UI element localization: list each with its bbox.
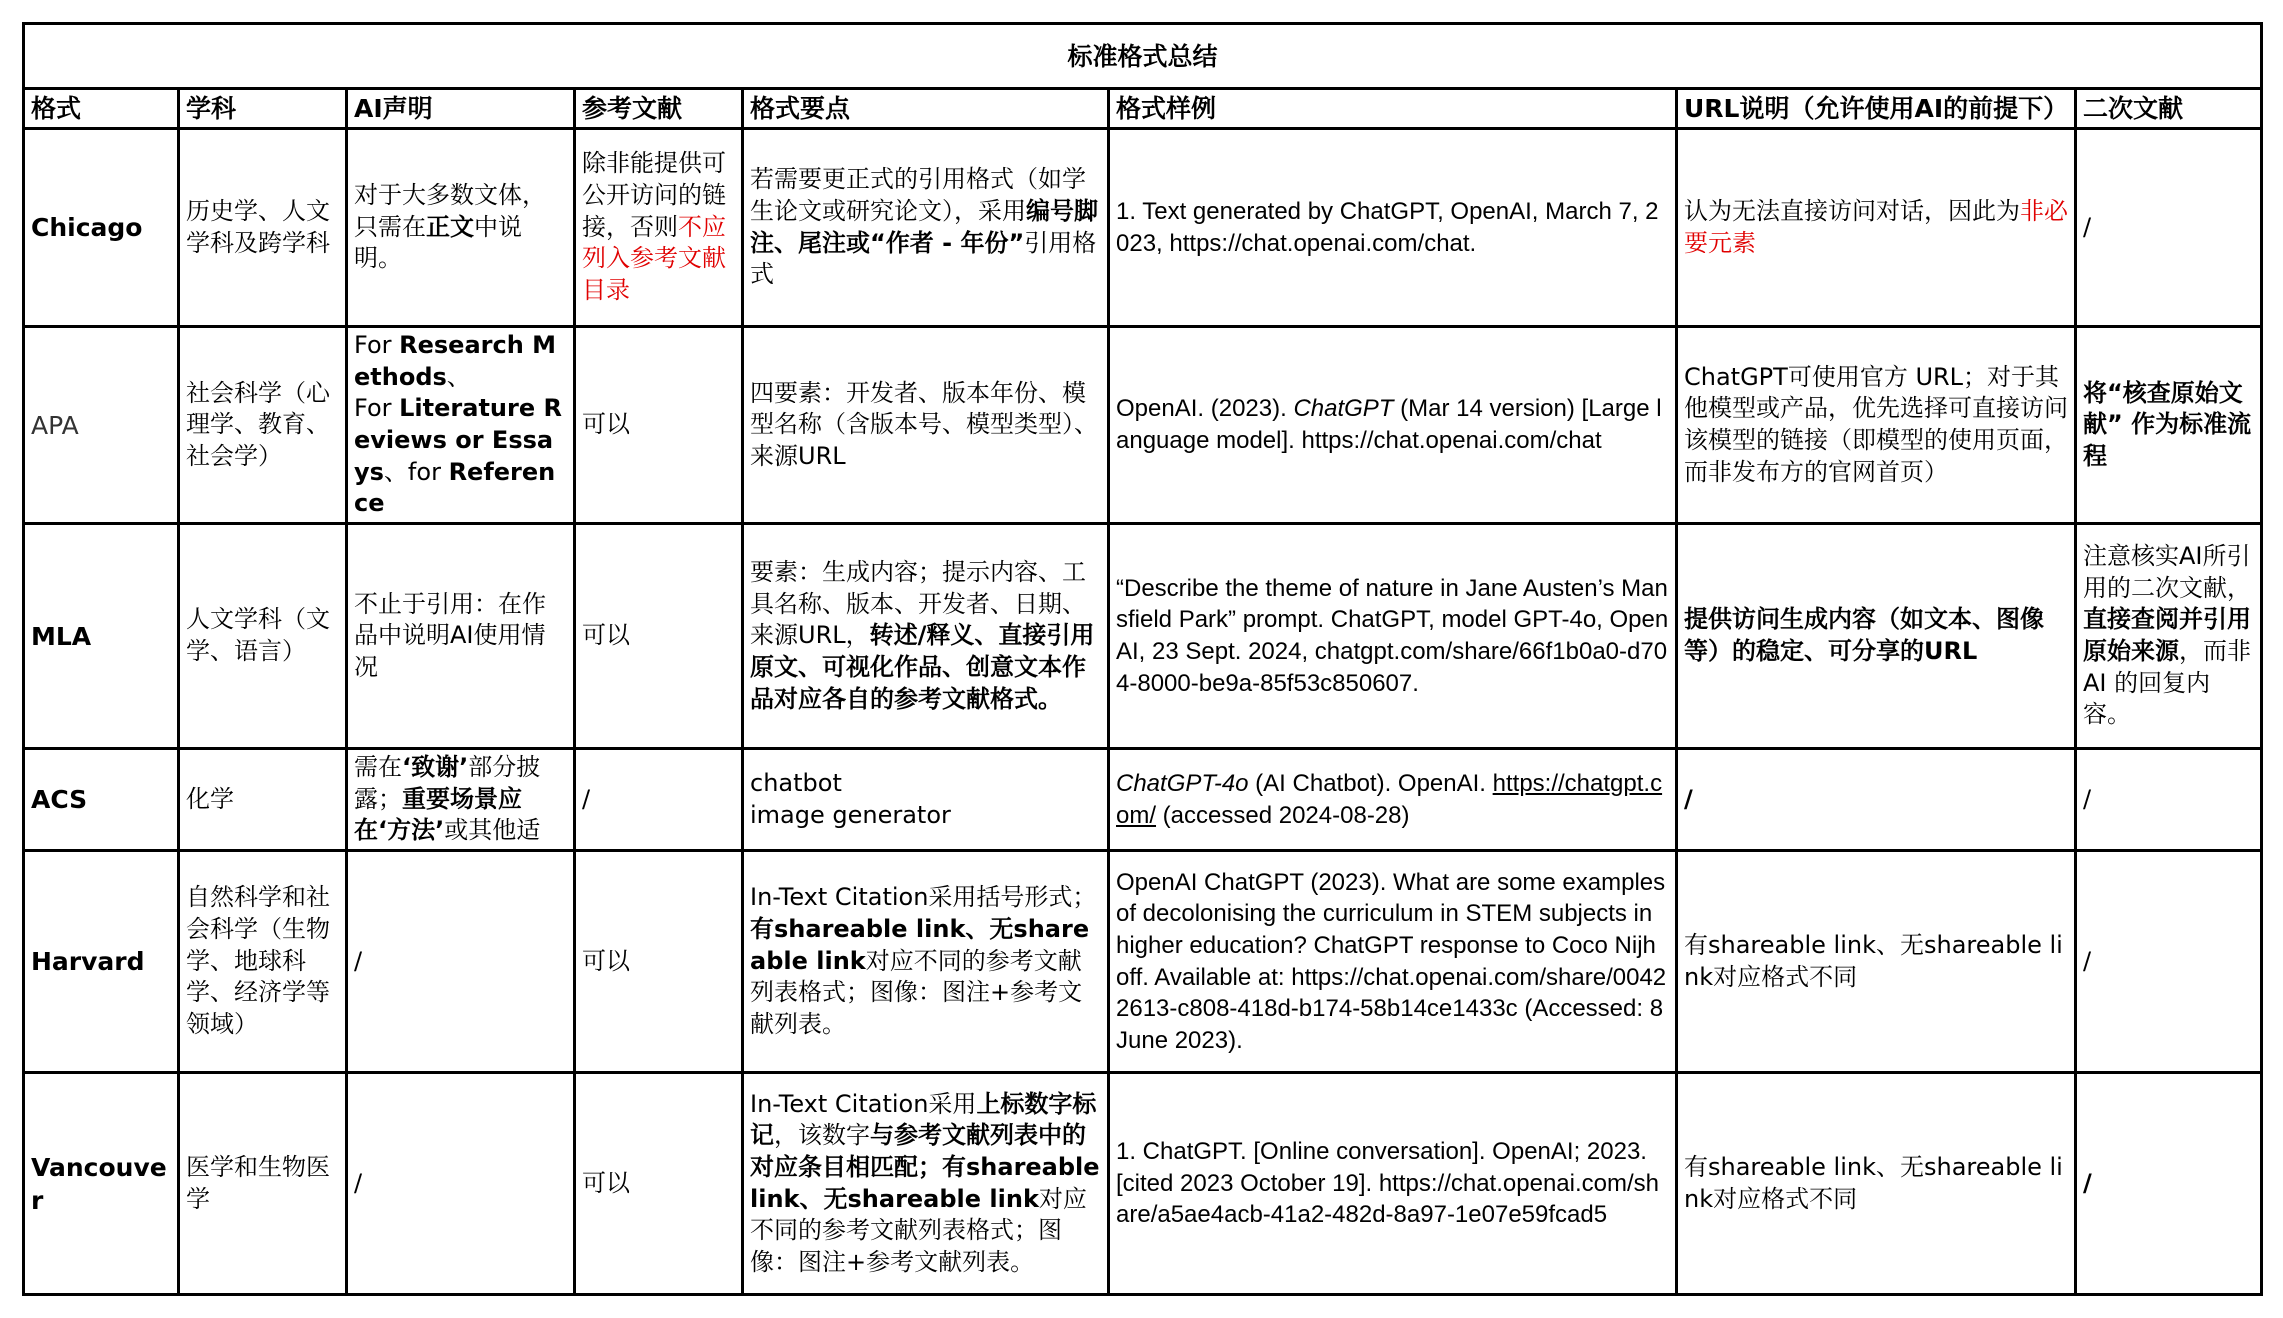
cell-text: https://chatgpt.com/ bbox=[1116, 769, 1663, 829]
cell-text: chatbot bbox=[750, 768, 842, 797]
subject-cell: 社会科学（心理学、教育、社会学） bbox=[179, 327, 347, 524]
refs-cell bbox=[575, 129, 743, 327]
header-sample: 格式样例 bbox=[1109, 89, 1677, 129]
cell-text: ，而非AI 的回复内容。 bbox=[2083, 637, 2251, 729]
points-cell bbox=[743, 749, 1109, 851]
refs-cell bbox=[575, 327, 743, 524]
cell-text: 非必要元素 bbox=[1684, 196, 2068, 257]
cell-text: 提供访问生成内容（如文本、图像等）的稳定、可分享的URL bbox=[1684, 605, 2044, 666]
cell-text: For bbox=[354, 394, 400, 423]
cell-text: (accessed 2024-08-28) bbox=[1156, 801, 1410, 829]
url-cell bbox=[1677, 129, 2076, 327]
ai-cell bbox=[347, 129, 575, 327]
table-row bbox=[24, 129, 2262, 327]
secondary-cell bbox=[2076, 129, 2262, 327]
ai-cell bbox=[347, 749, 575, 851]
format-cell: MLA bbox=[24, 524, 179, 749]
subject-cell: 医学和生物医学 bbox=[179, 1073, 347, 1295]
cell-text: 、 bbox=[446, 362, 471, 391]
secondary-cell bbox=[2076, 851, 2262, 1073]
cell-text: For bbox=[354, 331, 400, 359]
subject-cell: 化学 bbox=[179, 749, 347, 851]
sample-cell bbox=[1109, 524, 1677, 749]
format-cell: Chicago bbox=[24, 129, 179, 327]
cell-text: 不应列入参考文献目录 bbox=[582, 212, 726, 304]
sample-cell bbox=[1109, 327, 1677, 524]
cell-text: 对应不同的参考文献列表格式；图像：图注+参考文献列表。 bbox=[750, 1184, 1087, 1276]
cell-text: 部分披露； bbox=[354, 753, 541, 813]
ai-cell bbox=[347, 851, 575, 1073]
format-summary-table bbox=[22, 22, 2263, 1296]
cell-text: 引用格式 bbox=[750, 228, 1097, 289]
cell-text: image generator bbox=[750, 800, 951, 829]
table-row bbox=[24, 524, 2262, 749]
secondary-cell bbox=[2076, 524, 2262, 749]
cell-text: 中说明。 bbox=[354, 212, 522, 273]
cell-text: / bbox=[1684, 784, 1693, 813]
cell-text: Reference bbox=[354, 457, 556, 518]
table-row bbox=[24, 749, 2262, 851]
cell-text: 注意核实AI所引用的二次文献， bbox=[2083, 542, 2251, 602]
header-format: 格式 bbox=[24, 89, 179, 129]
header-subject: 学科 bbox=[179, 89, 347, 129]
header-row bbox=[24, 89, 2262, 129]
cell-text: 编号脚注、尾注或“作者 - 年份” bbox=[750, 196, 1098, 257]
cell-text: (Mar 14 version) [Large language model]. https://chat.openai.com/chat bbox=[1116, 395, 1662, 455]
cell-text: 可以 bbox=[582, 410, 630, 439]
points-cell bbox=[743, 129, 1109, 327]
cell-text: Research Methods bbox=[354, 331, 557, 391]
cell-text: 有shareable link、无shareable link对应格式不同 bbox=[1684, 930, 2063, 991]
cell-text: In-Text Citation采用括号形式； bbox=[750, 883, 1097, 912]
cell-text: 需在 bbox=[354, 753, 402, 782]
sample-cell bbox=[1109, 851, 1677, 1073]
cell-text: 有shareable link、无shareable link对应格式不同 bbox=[1684, 1152, 2063, 1213]
refs-cell bbox=[575, 524, 743, 749]
format-cell: APA bbox=[24, 327, 179, 524]
cell-text: 若需要更正式的引用格式（如学生论文或研究论文），采用 bbox=[750, 165, 1086, 225]
cell-text: / bbox=[354, 946, 363, 975]
cell-text: 正文 bbox=[426, 212, 474, 241]
format-cell: ACS bbox=[24, 749, 179, 851]
refs-cell bbox=[575, 749, 743, 851]
cell-text: 1. ChatGPT. [Online conversation]. OpenAI; 2023. [cited 2023 October 19]. https://chat.openai.com/share/a5ae4acb-41a2-482d-8a97-1e07e59fcad5 bbox=[1116, 1138, 1659, 1229]
cell-text: 重要场景应在‘方法’ bbox=[354, 784, 522, 845]
sample-cell bbox=[1109, 129, 1677, 327]
cell-text: 1. Text generated by ChatGPT, OpenAI, March 7, 2023, https://chat.openai.com/chat. bbox=[1116, 197, 1659, 257]
format-cell: Harvard bbox=[24, 851, 179, 1073]
format-cell: Vancouver bbox=[24, 1073, 179, 1295]
points-cell bbox=[743, 524, 1109, 749]
cell-text: 要素：生成内容；提示内容、工具名称、版本、开发者、日期、来源URL， bbox=[750, 557, 1086, 650]
sample-cell bbox=[1109, 749, 1677, 851]
header-url: URL说明（允许使用AI的前提下） bbox=[1677, 89, 2076, 129]
sample-cell bbox=[1109, 1073, 1677, 1295]
cell-text: 认为无法直接访问对话，因此为 bbox=[1684, 196, 2020, 225]
url-cell bbox=[1677, 1073, 2076, 1295]
cell-text: ChatGPT可使用官方 URL；对于其他模型或产品，优先选择可直接访问该模型的链接（即模型的使用页面，而非发布方的官网首页） bbox=[1684, 362, 2068, 486]
cell-text: / bbox=[2083, 946, 2092, 975]
cell-text: 不止于引用：在作品中说明AI使用情况 bbox=[354, 589, 546, 681]
refs-cell bbox=[575, 851, 743, 1073]
table-row bbox=[24, 1073, 2262, 1295]
header-secondary: 二次文献 bbox=[2076, 89, 2262, 129]
points-cell bbox=[743, 1073, 1109, 1295]
points-cell bbox=[743, 851, 1109, 1073]
cell-text: In-Text Citation采用 bbox=[750, 1089, 977, 1118]
cell-text: Literature Reviews or Essays bbox=[354, 394, 562, 486]
table-title: 标准格式总结 bbox=[24, 24, 2262, 89]
secondary-cell bbox=[2076, 1073, 2262, 1295]
cell-text: 可以 bbox=[582, 946, 630, 975]
cell-text: 转述/释义、直接引用原文、可视化作品、创意文本作品对应各自的参考文献格式。 bbox=[750, 621, 1095, 713]
cell-text: / bbox=[582, 784, 591, 813]
cell-text: ‘致谢’ bbox=[402, 753, 469, 782]
cell-text: 、for bbox=[383, 457, 449, 486]
url-cell bbox=[1677, 851, 2076, 1073]
cell-text: ，该数字 bbox=[774, 1121, 870, 1150]
points-cell bbox=[743, 327, 1109, 524]
cell-text: (AI Chatbot). OpenAI. bbox=[1248, 769, 1493, 797]
cell-text: / bbox=[354, 1168, 363, 1197]
cell-text: ChatGPT bbox=[1293, 395, 1394, 423]
secondary-cell bbox=[2076, 327, 2262, 524]
cell-text: 对于大多数文体，只需在 bbox=[354, 180, 546, 241]
secondary-cell bbox=[2076, 749, 2262, 851]
cell-text: 四要素：开发者、版本年份、模型名称（含版本号、模型类型）、来源URL bbox=[750, 378, 1098, 470]
cell-text: 对应不同的参考文献列表格式；图像：图注+参考文献列表。 bbox=[750, 946, 1083, 1039]
ai-cell bbox=[347, 524, 575, 749]
cell-text: 有shareable link、无shareable link bbox=[750, 915, 1090, 975]
cell-text: OpenAI ChatGPT (2023). What are some examples of decolonising the curriculum in STEM subjects in higher education? ChatGPT response to Coco Nijhoff. Available at: https://chat.openai.com/share/00422613-c808-418d-b174-58b14ce1433c (Accessed: 8 June 2023). bbox=[1116, 868, 1667, 1054]
cell-text: “Describe the theme of nature in Jane Austen’s Mansfield Park” prompt. ChatGPT, model GPT-4o, OpenAI, 23 Sept. 2024, chatgpt.com/share/66f1b0a0-d704-8000-be9a-85f53c850607. bbox=[1116, 574, 1669, 697]
refs-cell bbox=[575, 1073, 743, 1295]
table-row bbox=[24, 327, 2262, 524]
cell-text: 可以 bbox=[582, 1168, 630, 1197]
ai-cell bbox=[347, 1073, 575, 1295]
ai-cell bbox=[347, 327, 575, 524]
cell-text: OpenAI. (2023). bbox=[1116, 395, 1294, 423]
cell-text: / bbox=[2083, 212, 2092, 241]
cell-text: / bbox=[2083, 1168, 2092, 1197]
subject-cell: 人文学科（文学、语言） bbox=[179, 524, 347, 749]
cell-text: / bbox=[2083, 784, 2092, 813]
subject-cell: 自然科学和社会科学（生物学、地球科学、经济学等领域） bbox=[179, 851, 347, 1073]
cell-text: 可以 bbox=[582, 621, 630, 650]
subject-cell: 历史学、人文学科及跨学科 bbox=[179, 129, 347, 327]
header-points: 格式要点 bbox=[743, 89, 1109, 129]
url-cell bbox=[1677, 524, 2076, 749]
cell-text: 与参考文献列表中的对应条目相匹配；有shareable link、无shareable link bbox=[750, 1121, 1100, 1213]
cell-text: ChatGPT-4o bbox=[1116, 769, 1249, 797]
header-ai: AI声明 bbox=[347, 89, 575, 129]
cell-text: 上标数字标记 bbox=[750, 1089, 1097, 1150]
cell-text: 或其他适 bbox=[444, 816, 541, 845]
header-refs: 参考文献 bbox=[575, 89, 743, 129]
url-cell bbox=[1677, 749, 2076, 851]
table-row bbox=[24, 851, 2262, 1073]
title-row bbox=[24, 24, 2262, 89]
cell-text: 除非能提供可公开访问的链接，否则 bbox=[582, 149, 726, 241]
cell-text: 直接查阅并引用原始来源 bbox=[2083, 605, 2251, 666]
url-cell bbox=[1677, 327, 2076, 524]
cell-text: 将“核查原始文献” 作为标准流程 bbox=[2083, 378, 2252, 470]
